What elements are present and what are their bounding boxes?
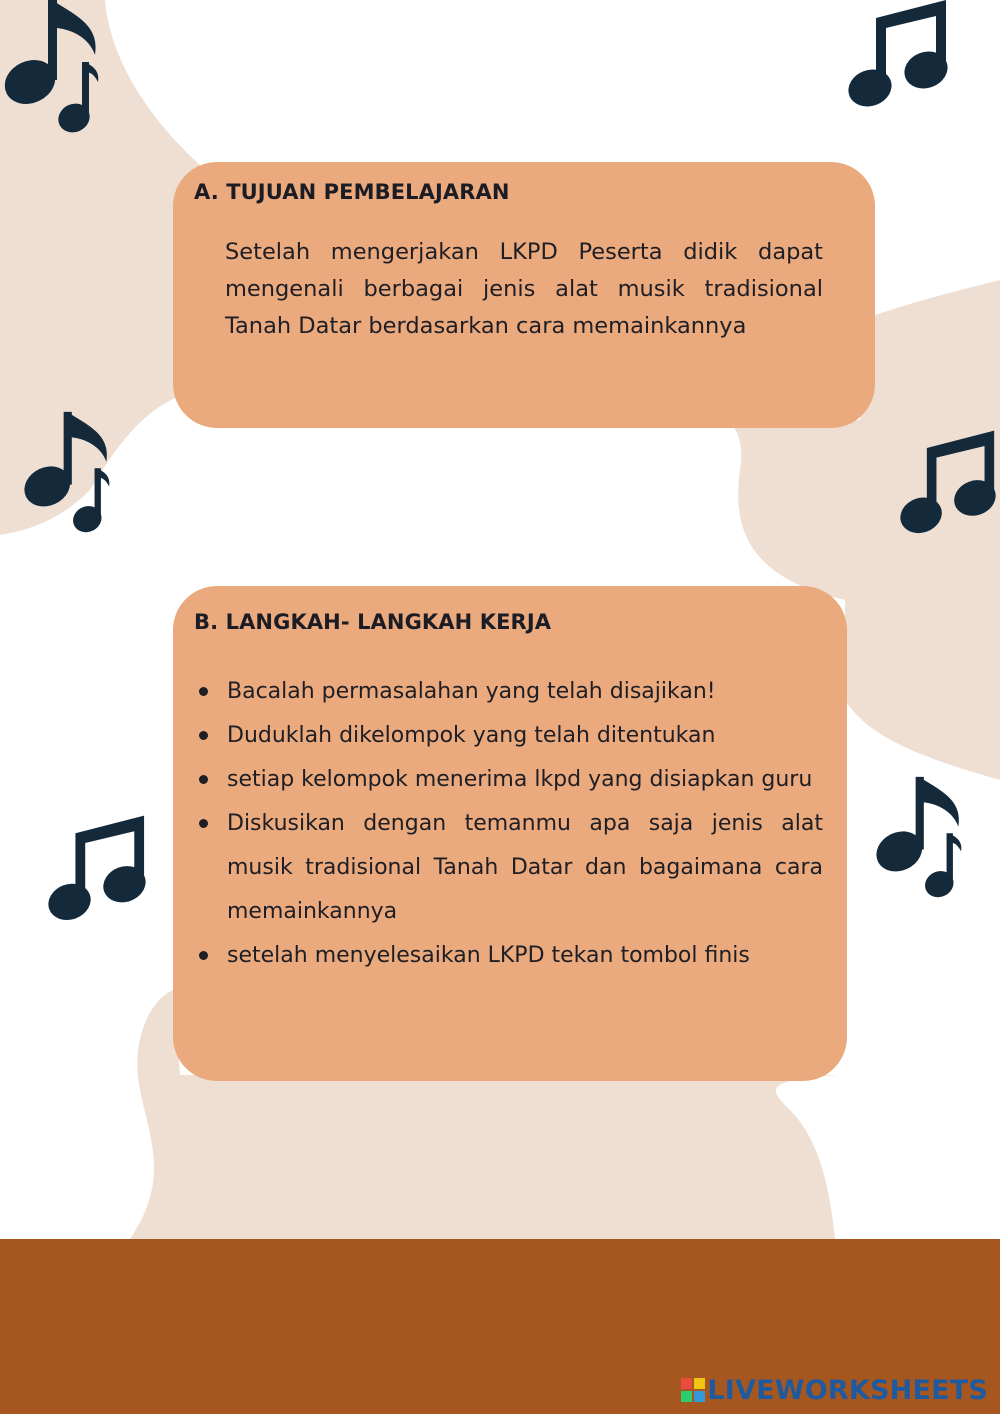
beamed-notes-icon bbox=[846, 0, 950, 112]
liveworksheets-logo-icon bbox=[681, 1378, 705, 1402]
section-a-heading: A. TUJUAN PEMBELAJARAN bbox=[194, 180, 510, 204]
learning-objective-card bbox=[173, 162, 875, 428]
bullet-icon bbox=[199, 687, 208, 696]
list-item bbox=[199, 758, 823, 802]
beamed-notes-icon bbox=[46, 813, 148, 928]
list-item bbox=[199, 934, 823, 978]
bullet-icon bbox=[199, 819, 208, 828]
bullet-icon bbox=[199, 731, 208, 740]
section-a-body: Setelah mengerjakan LKPD Peserta didik dapat mengenali berbagai jenis alat musik tradisional Tanah Datar berdasarkan cara memainkannya bbox=[225, 239, 823, 339]
steps-list bbox=[199, 670, 823, 978]
step-text: setiap kelompok menerima lkpd yang disiapkan guru bbox=[227, 767, 813, 792]
liveworksheets-brand[interactable] bbox=[681, 1373, 988, 1407]
bullet-icon bbox=[199, 951, 208, 960]
work-steps-card bbox=[173, 586, 847, 1081]
list-item bbox=[199, 714, 823, 758]
step-text: Diskusikan dengan temanmu apa saja jenis alat musik tradisional Tanah Datar dan bagaimana cara memainkannya bbox=[227, 811, 823, 924]
music-note-icon bbox=[0, 0, 110, 140]
step-text: Duduklah dikelompok yang telah ditentukan bbox=[227, 723, 716, 748]
brand-text: LIVEWORKSHEETS bbox=[707, 1374, 988, 1406]
music-note-icon bbox=[872, 773, 972, 908]
list-item bbox=[199, 670, 823, 714]
list-item bbox=[199, 802, 823, 934]
step-text: setelah menyelesaikan LKPD tekan tombol finis bbox=[227, 943, 750, 968]
music-note-icon bbox=[20, 408, 120, 543]
bullet-icon bbox=[199, 775, 208, 784]
section-b-heading: B. LANGKAH- LANGKAH KERJA bbox=[194, 610, 552, 634]
step-text: Bacalah permasalahan yang telah disajikan! bbox=[227, 679, 716, 704]
beamed-notes-icon bbox=[898, 427, 998, 542]
